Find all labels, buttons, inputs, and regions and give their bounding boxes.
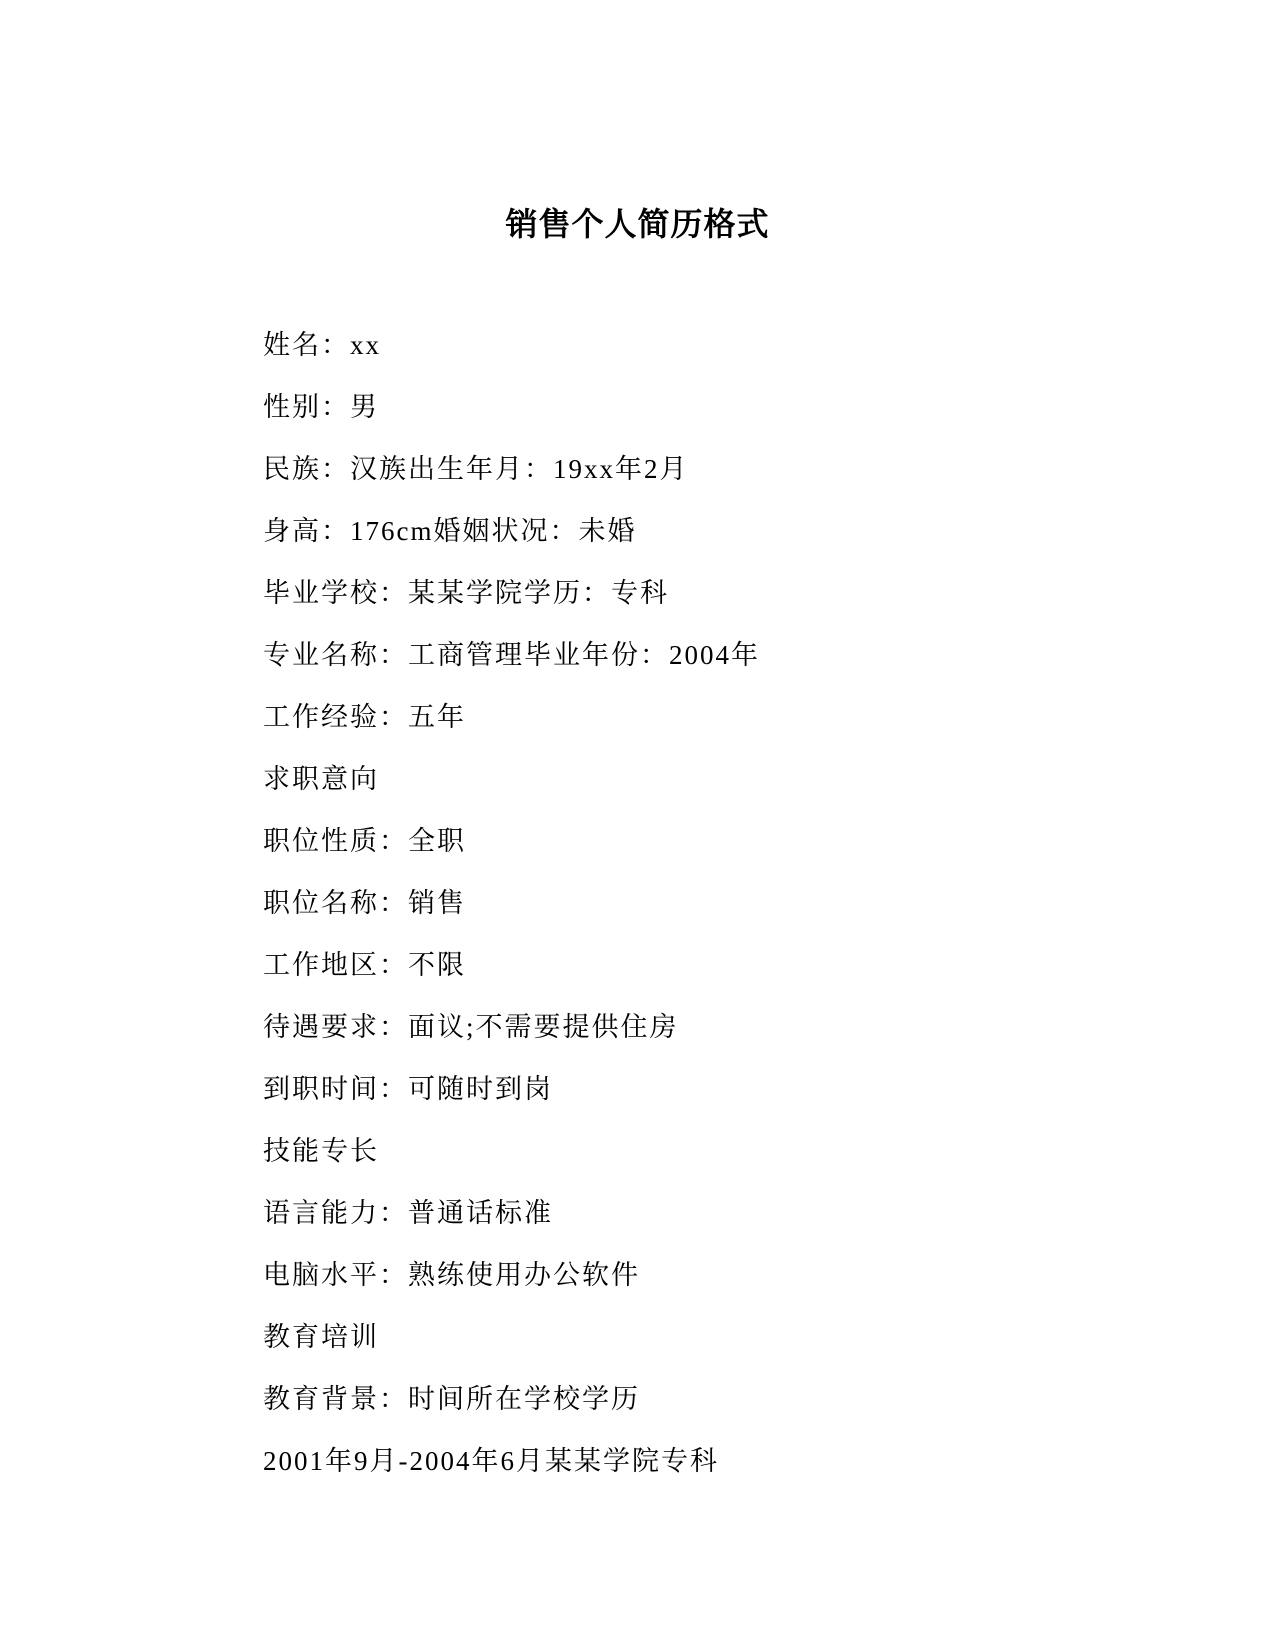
line-education-entry: 2001年9月-2004年6月某某学院专科 [263,1446,719,1476]
line-school-degree: 毕业学校：某某学院学历：专科 [263,578,669,608]
line-name: 姓名：xx [263,330,381,360]
line-education-header: 教育背景：时间所在学校学历 [263,1384,640,1414]
line-major-graduation: 专业名称：工商管理毕业年份：2004年 [263,640,760,670]
resume-lines [263,330,1163,1508]
line-job-type: 职位性质：全职 [263,826,466,856]
line-job-title: 职位名称：销售 [263,888,466,918]
line-work-region: 工作地区：不限 [263,950,466,980]
document-title: 销售个人简历格式 [505,205,770,243]
section-heading-skills: 技能专长 [263,1136,379,1166]
line-ethnicity-birth: 民族：汉族出生年月：19xx年2月 [263,454,689,484]
line-salary: 待遇要求：面议;不需要提供住房 [263,1012,679,1042]
line-start-time: 到职时间：可随时到岗 [263,1074,553,1104]
line-language: 语言能力：普通话标准 [263,1198,553,1228]
line-computer: 电脑水平：熟练使用办公软件 [263,1260,640,1290]
line-height-marital: 身高：176cm婚姻状况：未婚 [263,516,637,546]
line-work-experience: 工作经验：五年 [263,702,466,732]
line-gender: 性别：男 [263,392,379,422]
section-heading-job-intention: 求职意向 [263,764,379,794]
section-heading-education: 教育培训 [263,1322,379,1352]
